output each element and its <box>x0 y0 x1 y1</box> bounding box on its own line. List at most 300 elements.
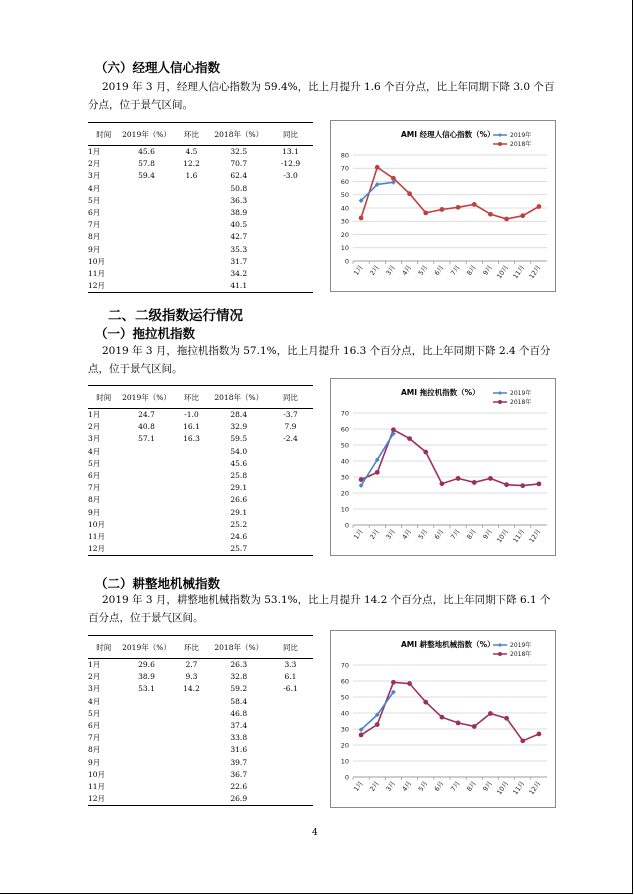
table-cell: 4月 <box>88 183 101 193</box>
table-cell <box>268 793 313 806</box>
table-row <box>88 421 313 433</box>
table-row <box>88 507 313 519</box>
table-cell <box>268 696 313 708</box>
table-cell: 9月 <box>88 507 101 517</box>
x-tick-label: 1月 <box>352 527 365 541</box>
y-tick-label: 50 <box>340 441 349 450</box>
data-point <box>359 477 364 482</box>
table-cell: 32.5 <box>230 147 248 157</box>
data-point <box>537 204 542 209</box>
table-cell <box>120 769 174 781</box>
table-cell: 25.2 <box>230 519 248 529</box>
table-cell <box>268 280 313 293</box>
x-tick-label: 1月 <box>352 263 365 277</box>
table-cell: 59.2 <box>230 684 248 694</box>
column-header: 环比 <box>174 386 210 409</box>
y-tick-label: 20 <box>340 489 349 498</box>
x-tick-label: 6月 <box>432 263 446 277</box>
table-cell: 3.3 <box>284 660 297 670</box>
table-cell: 14.2 <box>183 684 200 694</box>
table-cell <box>174 769 210 781</box>
table-cell <box>174 708 210 720</box>
legend-label: 2019年 <box>510 642 532 649</box>
table-row <box>88 280 313 293</box>
data-point <box>423 211 428 216</box>
table-row <box>88 146 313 159</box>
chart-title: AMI 经理人信心指数（%） <box>401 130 495 139</box>
x-tick-label: 9月 <box>481 779 495 793</box>
series-line <box>361 167 539 219</box>
table-cell <box>120 231 174 243</box>
data-point <box>440 481 445 486</box>
table-row <box>88 409 313 422</box>
x-tick-label: 2月 <box>368 527 381 541</box>
table-row <box>88 769 313 781</box>
x-tick-label: 12月 <box>527 527 543 545</box>
table-cell <box>120 744 174 756</box>
table-cell <box>268 708 313 720</box>
table-cell: 57.8 <box>138 159 155 169</box>
table-cell: 11月 <box>88 531 106 541</box>
y-tick-label: 0 <box>344 521 349 530</box>
data-point <box>504 217 509 222</box>
data-point <box>520 213 525 218</box>
table-cell: 42.7 <box>230 232 248 242</box>
table-cell: 2.7 <box>185 660 198 670</box>
column-header: 2018年（%） <box>210 386 269 409</box>
column-header: 环比 <box>174 123 210 146</box>
chart-title: AMI 耕整地机械指数（%） <box>401 640 495 649</box>
y-tick-label: 40 <box>340 457 349 466</box>
table-cell: 54.0 <box>230 446 248 456</box>
table-cell <box>174 482 210 494</box>
table-cell: 4月 <box>88 696 101 706</box>
data-point <box>407 681 412 686</box>
data-point <box>537 481 542 486</box>
table-cell: -6.1 <box>283 684 298 694</box>
table-cell: 10月 <box>88 769 106 779</box>
table-cell: 35.3 <box>230 244 248 254</box>
table-row <box>88 470 313 482</box>
x-tick-label: 4月 <box>400 263 414 277</box>
data-point <box>375 470 380 475</box>
legend-label: 2019年 <box>510 132 532 139</box>
chart-svg <box>331 121 555 291</box>
table-cell <box>268 183 313 195</box>
table-cell: 40.5 <box>230 220 248 230</box>
table-row <box>88 543 313 556</box>
table-cell: -3.0 <box>283 171 298 181</box>
table-cell: 6月 <box>88 471 101 481</box>
data-point <box>504 716 509 721</box>
table-cell: 25.8 <box>230 471 248 481</box>
x-tick-label: 12月 <box>527 263 543 281</box>
table-cell: 32.8 <box>230 672 248 682</box>
table-cell <box>268 458 313 470</box>
table-cell: 26.6 <box>230 495 248 505</box>
table-row <box>88 268 313 280</box>
main-heading-secondary-index: 二、二级指数运行情况 <box>108 308 243 324</box>
table-row <box>88 219 313 231</box>
data-point <box>440 715 445 720</box>
data-point <box>520 738 525 743</box>
data-point <box>456 476 461 481</box>
table-cell <box>174 519 210 531</box>
table-cell <box>174 219 210 231</box>
table-cell <box>120 507 174 519</box>
table-cell <box>268 744 313 756</box>
y-tick-label: 10 <box>340 757 349 766</box>
table-row <box>88 458 313 470</box>
table-cell <box>120 446 174 458</box>
x-tick-label: 12月 <box>527 779 543 797</box>
x-tick-label: 3月 <box>384 779 398 793</box>
x-tick-label: 8月 <box>465 527 478 541</box>
data-point <box>391 680 396 685</box>
table-cell: -12.9 <box>280 159 301 169</box>
table-cell: 10月 <box>88 256 106 266</box>
data-point <box>407 436 412 441</box>
x-tick-label: 11月 <box>511 779 527 797</box>
table-cell: 46.8 <box>230 708 248 718</box>
y-tick-label: 30 <box>340 473 349 482</box>
x-tick-label: 5月 <box>416 263 430 277</box>
table-cell <box>174 781 210 793</box>
table-cell <box>174 732 210 744</box>
table-cell: 13.1 <box>282 147 299 157</box>
table-cell <box>268 446 313 458</box>
table-row <box>88 720 313 732</box>
table-cell <box>120 207 174 219</box>
table-cell: 38.9 <box>230 208 248 218</box>
table-cell <box>120 732 174 744</box>
table-cell <box>120 458 174 470</box>
table-cell <box>268 244 313 256</box>
table-cell: 12月 <box>88 793 120 806</box>
table-cell <box>174 256 210 268</box>
column-header: 同比 <box>268 386 313 409</box>
table-cell <box>268 494 313 506</box>
table-cell <box>120 195 174 207</box>
y-tick-label: 70 <box>340 164 349 173</box>
y-tick-label: 70 <box>340 661 349 670</box>
x-tick-label: 3月 <box>384 263 398 277</box>
table-cell <box>120 183 174 195</box>
table-cell <box>268 207 313 219</box>
x-tick-label: 7月 <box>449 263 462 277</box>
column-header: 时间 <box>88 123 120 146</box>
table-cell: 12.2 <box>183 159 200 169</box>
table-cell <box>174 757 210 769</box>
table-cell <box>268 482 313 494</box>
data-point <box>488 476 493 481</box>
column-header: 同比 <box>268 123 313 146</box>
y-tick-label: 0 <box>344 773 349 782</box>
table-cell <box>120 219 174 231</box>
legend-marker <box>498 391 502 395</box>
table-cell: 7月 <box>88 483 101 493</box>
table-cell: 3月 <box>88 171 101 181</box>
table-cell: 70.7 <box>230 159 248 169</box>
table-cell: 12月 <box>88 280 120 293</box>
y-tick-label: 80 <box>340 151 349 160</box>
x-tick-label: 10月 <box>495 527 511 545</box>
y-tick-label: 40 <box>340 204 349 213</box>
y-tick-label: 10 <box>340 244 349 253</box>
table-cell: 11月 <box>88 268 106 278</box>
table-cell <box>120 781 174 793</box>
data-point <box>375 165 380 170</box>
section-paragraph-tillage: 2019 年 3 月，耕整地机械指数为 53.1%，比上月提升 14.2 个百分点，比上年同期下降 6.1 个百分点，位于景气区间。 <box>88 594 551 624</box>
table-cell: 59.5 <box>230 434 248 444</box>
table-cell <box>174 244 210 256</box>
table-row <box>88 183 313 195</box>
x-tick-label: 8月 <box>465 263 478 277</box>
table-cell <box>120 531 174 543</box>
table-cell: 29.6 <box>138 660 155 670</box>
table-cell: 29.1 <box>230 483 248 493</box>
table-cell: 3月 <box>88 684 101 694</box>
table-cell: 8月 <box>88 745 101 755</box>
table-cell: 6月 <box>88 208 101 218</box>
chart-tillage <box>330 630 556 808</box>
table-cell: 26.9 <box>210 793 269 806</box>
table-cell: 9.3 <box>185 672 198 682</box>
table-cell <box>268 507 313 519</box>
data-point <box>456 205 461 210</box>
table-cell: -2.4 <box>283 434 298 444</box>
column-header: 同比 <box>268 636 313 659</box>
table-row <box>88 744 313 756</box>
table-cell: 26.3 <box>230 660 248 670</box>
table-cell: 5月 <box>88 195 101 205</box>
column-header: 2018年（%） <box>210 636 269 659</box>
page-number: 4 <box>312 828 318 838</box>
table-cell: 7月 <box>88 733 101 743</box>
y-tick-label: 70 <box>340 409 349 418</box>
table-cell <box>174 543 210 556</box>
section-heading-tillage: （二）耕整地机械指数 <box>95 576 221 591</box>
x-tick-label: 6月 <box>432 527 446 541</box>
table-cell <box>268 769 313 781</box>
data-point <box>537 732 542 737</box>
table-cell: 36.7 <box>230 769 248 779</box>
table-cell <box>174 494 210 506</box>
section-heading-tractor: （一）拖拉机指数 <box>95 326 196 341</box>
table-row <box>88 683 313 695</box>
legend-marker <box>498 142 502 146</box>
chart-svg <box>331 631 555 807</box>
table-cell <box>120 543 174 556</box>
data-point <box>456 721 461 726</box>
table-cell <box>268 195 313 207</box>
table-cell: 1月 <box>88 660 101 670</box>
table-cell: 39.7 <box>230 757 248 767</box>
table-cell <box>120 720 174 732</box>
y-tick-label: 20 <box>340 230 349 239</box>
table-row <box>88 708 313 720</box>
table-cell <box>120 494 174 506</box>
data-table-manager-confidence <box>88 122 313 293</box>
table-cell <box>174 507 210 519</box>
column-header: 2018年（%） <box>210 123 269 146</box>
table-row <box>88 793 313 806</box>
table-row <box>88 482 313 494</box>
table-cell: 1月 <box>88 410 101 420</box>
y-tick-label: 60 <box>340 425 349 434</box>
table-cell: 22.6 <box>230 781 248 791</box>
table-cell: 59.4 <box>138 171 155 181</box>
legend-label: 2018年 <box>510 399 532 406</box>
table-cell: 29.1 <box>230 507 248 517</box>
section-paragraph-tractor: 2019 年 3 月，拖拉机指数为 57.1%，比上月提升 16.3 个百分点，比上年同期下降 2.4 个百分点，位于景气区间。 <box>88 345 551 375</box>
section-paragraph-manager-confidence: 2019 年 3 月，经理人信心指数为 59.4%，比上月提升 1.6 个百分点，比上年同期下降 3.0 个百分点，位于景气区间。 <box>88 81 555 111</box>
y-tick-label: 0 <box>344 257 349 266</box>
column-header: 2019年（%） <box>120 386 174 409</box>
table-cell: -3.7 <box>283 410 298 420</box>
table-cell: 7月 <box>88 220 101 230</box>
table-cell: 2月 <box>88 422 101 432</box>
x-tick-label: 8月 <box>465 779 478 793</box>
table-cell: 58.4 <box>230 696 248 706</box>
column-header: 2019年（%） <box>120 636 174 659</box>
table-cell <box>174 696 210 708</box>
table-row <box>88 231 313 243</box>
table-cell <box>268 219 313 231</box>
y-tick-label: 30 <box>340 725 349 734</box>
legend-marker <box>498 400 502 404</box>
table-cell: 6月 <box>88 721 101 731</box>
table-header-row <box>88 386 313 409</box>
table-cell: 12月 <box>88 543 120 556</box>
legend-label: 2018年 <box>510 651 532 658</box>
data-point <box>423 700 428 705</box>
table-cell: 5月 <box>88 708 101 718</box>
table-cell <box>174 531 210 543</box>
table-cell <box>174 280 210 293</box>
table-row <box>88 195 313 207</box>
table-cell: 28.4 <box>230 410 248 420</box>
table-cell: 33.8 <box>230 733 248 743</box>
x-tick-label: 1月 <box>352 779 365 793</box>
table-header-row <box>88 636 313 659</box>
data-point <box>472 724 477 729</box>
chart-manager-confidence <box>330 120 556 292</box>
data-point <box>504 482 509 487</box>
data-table-tillage <box>88 635 313 806</box>
table-row <box>88 446 313 458</box>
table-cell <box>174 183 210 195</box>
y-tick-label: 20 <box>340 741 349 750</box>
chart-svg <box>331 379 555 555</box>
series-line <box>361 682 539 741</box>
table-cell: 8月 <box>88 495 101 505</box>
table-row <box>88 158 313 170</box>
data-point <box>375 722 380 727</box>
table-row <box>88 531 313 543</box>
table-row <box>88 494 313 506</box>
table-cell <box>174 744 210 756</box>
legend-marker <box>498 133 502 137</box>
table-cell <box>120 256 174 268</box>
x-tick-label: 3月 <box>384 527 398 541</box>
table-cell: 9月 <box>88 244 101 254</box>
y-tick-label: 50 <box>340 191 349 200</box>
chart-tractor <box>330 378 556 556</box>
x-tick-label: 6月 <box>432 779 446 793</box>
data-point <box>359 216 364 221</box>
table-row <box>88 256 313 268</box>
table-cell: 9月 <box>88 757 101 767</box>
table-cell: 37.4 <box>230 721 248 731</box>
table-cell <box>174 195 210 207</box>
table-cell <box>268 781 313 793</box>
table-row <box>88 207 313 219</box>
table-header-row <box>88 123 313 146</box>
table-row <box>88 170 313 182</box>
table-cell: 4.5 <box>185 147 198 157</box>
x-tick-label: 11月 <box>511 527 527 545</box>
table-cell: 38.9 <box>138 672 155 682</box>
table-cell: 2月 <box>88 672 101 682</box>
table-row <box>88 659 313 672</box>
table-cell: 36.3 <box>230 195 248 205</box>
table-cell <box>268 519 313 531</box>
legend-label: 2019年 <box>510 390 532 397</box>
table-cell <box>120 280 174 293</box>
table-cell: 1.6 <box>185 171 198 181</box>
table-cell: 25.7 <box>210 543 269 556</box>
table-cell <box>120 268 174 280</box>
column-header: 时间 <box>88 386 120 409</box>
table-cell: 6.1 <box>284 672 297 682</box>
table-cell <box>120 470 174 482</box>
table-row <box>88 696 313 708</box>
table-cell: 34.2 <box>230 268 248 278</box>
table-row <box>88 433 313 445</box>
table-cell <box>120 708 174 720</box>
y-tick-label: 30 <box>340 217 349 226</box>
table-cell <box>268 757 313 769</box>
table-row <box>88 244 313 256</box>
table-cell: 45.6 <box>230 458 248 468</box>
table-row <box>88 757 313 769</box>
x-tick-label: 2月 <box>368 779 381 793</box>
table-cell <box>268 531 313 543</box>
table-cell <box>120 519 174 531</box>
table-cell: 16.3 <box>183 434 200 444</box>
data-table-tractor <box>88 385 313 556</box>
table-cell <box>120 696 174 708</box>
x-tick-label: 2月 <box>368 263 381 277</box>
table-row <box>88 732 313 744</box>
table-cell <box>174 446 210 458</box>
column-header: 2019年（%） <box>120 123 174 146</box>
data-point <box>359 733 364 738</box>
x-tick-label: 4月 <box>400 779 414 793</box>
table-cell: 24.6 <box>230 531 248 541</box>
table-cell: 7.9 <box>284 422 297 432</box>
legend-marker <box>498 652 502 656</box>
table-cell: 2月 <box>88 159 101 169</box>
table-cell: 8月 <box>88 232 101 242</box>
table-cell: 4月 <box>88 446 101 456</box>
data-point <box>488 711 493 716</box>
table-cell: 11月 <box>88 781 106 791</box>
table-cell: 31.6 <box>230 745 248 755</box>
table-row <box>88 671 313 683</box>
table-cell <box>174 458 210 470</box>
